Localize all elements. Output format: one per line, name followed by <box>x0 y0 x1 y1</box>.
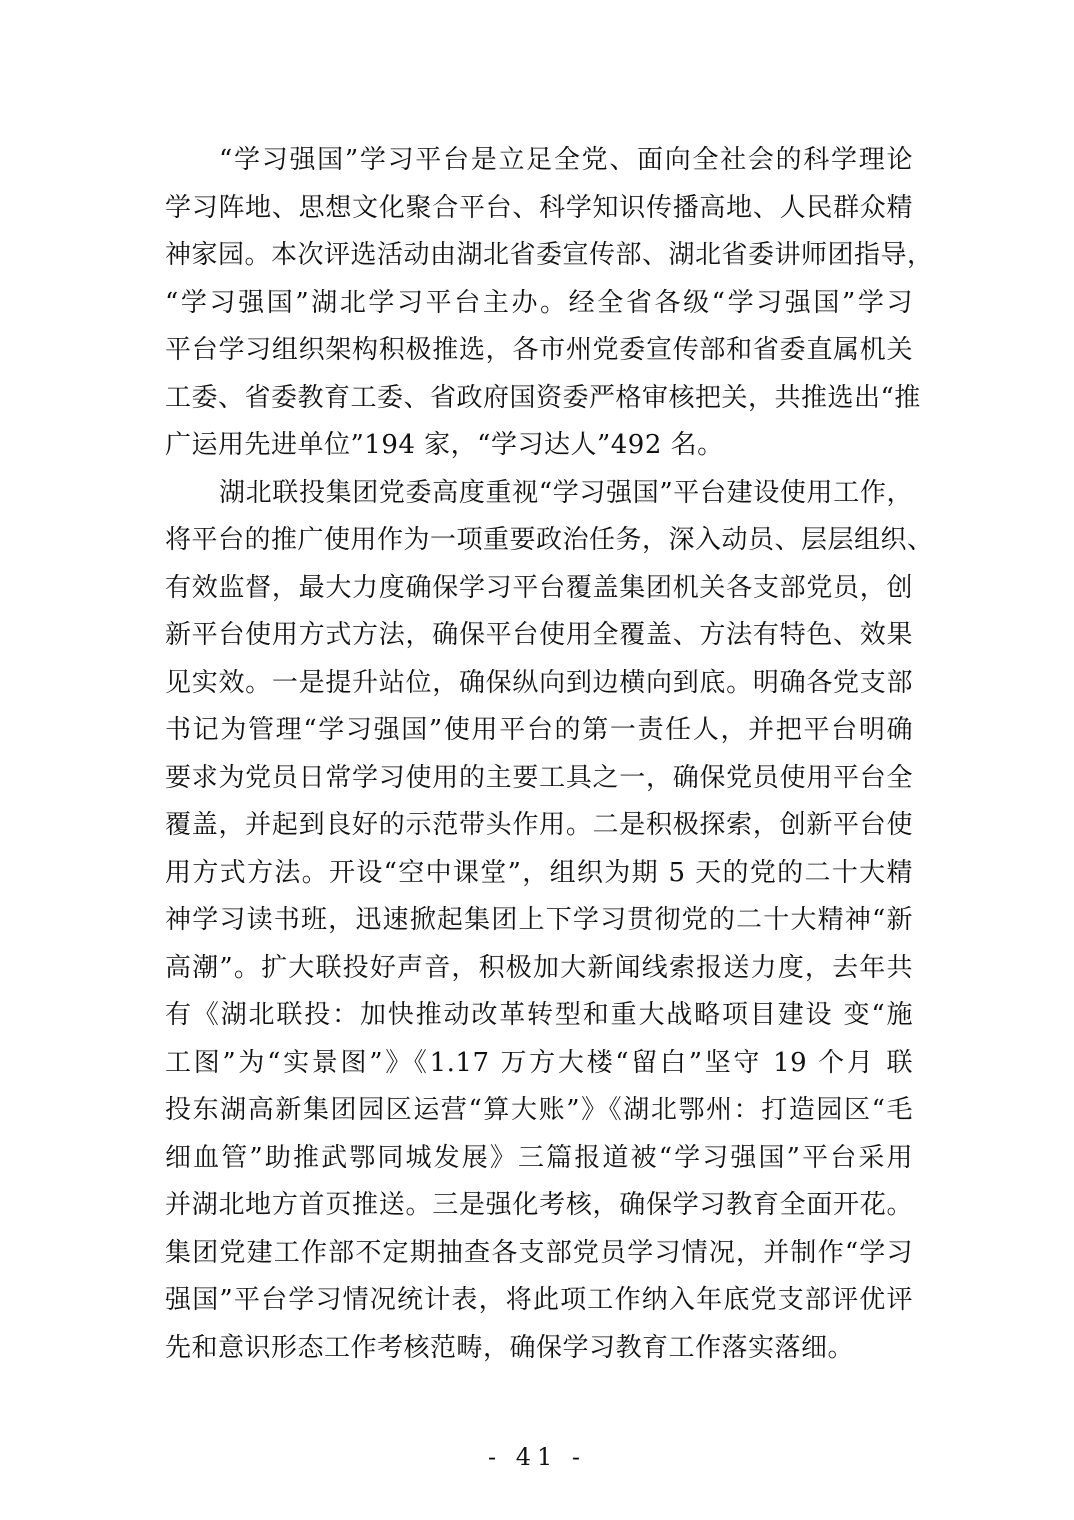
paragraph-2-line-13: 工图”为“实景图”》《1.17 万方大楼“留白”坚守 19 个月 联 <box>165 1047 913 1078</box>
page-number: - 41 - <box>487 1443 586 1471</box>
paragraph-2-line-17: 集团党建工作部不定期抽查各支部党员学习情况，并制作“学习 <box>165 1237 913 1268</box>
paragraph-1-line-5: 平台学习组织架构积极推选，各市州党委宣传部和省委直属机关 <box>165 335 913 365</box>
paragraph-2-line-4: 新平台使用方式方法，确保平台使用全覆盖、方法有特色、效果 <box>165 620 913 650</box>
paragraph-2-line-19: 先和意识形态工作考核范畴，确保学习教育工作落实落细。 <box>165 1332 855 1363</box>
paragraph-1-line-3: 神家园。本次评选活动由湖北省委宣传部、湖北省委讲师团指导， <box>165 240 934 270</box>
paragraph-2-line-3: 有效监督，最大力度确保学习平台覆盖集团机关各支部党员，创 <box>165 572 913 603</box>
paragraph-1-line-7: 广运用先进单位”194 家，“学习达人”492 名。 <box>165 430 724 460</box>
paragraph-2-line-18: 强国”平台学习情况统计表，将此项工作纳入年底党支部评优评 <box>165 1285 913 1315</box>
paragraph-1-line-4: “学习强国”湖北学习平台主办。经全省各级“学习强国”学习 <box>165 287 913 318</box>
paragraph-2-line-2: 将平台的推广使用作为一项重要政治任务，深入动员、层层组织、 <box>165 525 934 555</box>
paragraph-2-line-6: 书记为管理“学习强国”使用平台的第一责任人，并把平台明确 <box>165 715 913 745</box>
paragraph-2-line-10: 神学习读书班，迅速掀起集团上下学习贯彻党的二十大精神“新 <box>165 905 913 935</box>
paragraph-2-line-14: 投东湖高新集团园区运营“算大账”》《湖北鄂州：打造园区“毛 <box>165 1095 913 1125</box>
paragraph-2-line-16: 并湖北地方首页推送。三是强化考核，确保学习教育全面开花。 <box>165 1190 913 1220</box>
body-text <box>165 137 934 1372</box>
paragraph-1-line-2: 学习阵地、思想文化聚合平台、科学知识传播高地、人民群众精 <box>165 192 913 223</box>
paragraph-1-line-1: “学习强国”学习平台是立足全党、面向全社会的科学理论 <box>219 145 913 175</box>
paragraph-2-line-11: 高潮”。扩大联投好声音，积极加大新闻线索报送力度，去年共 <box>165 952 913 983</box>
paragraph-2-line-8: 覆盖，并起到良好的示范带头作用。二是积极探索，创新平台使 <box>165 810 913 840</box>
paragraph-2-line-12: 有《湖北联投：加快推动改革转型和重大战略项目建设 变“施 <box>165 1000 913 1030</box>
paragraph-2-line-1: 湖北联投集团党委高度重视“学习强国”平台建设使用工作， <box>219 477 913 508</box>
paragraph-1-line-6: 工委、省委教育工委、省政府国资委严格审核把关，共推选出“推 <box>165 382 921 413</box>
paragraph-2-line-5: 见实效。一是提升站位，确保纵向到边横向到底。明确各党支部 <box>165 667 913 698</box>
paragraph-2-line-9: 用方式方法。开设“空中课堂”，组织为期 5 天的党的二十大精 <box>165 857 913 888</box>
paragraph-2-line-7: 要求为党员日常学习使用的主要工具之一，确保党员使用平台全 <box>165 762 913 793</box>
paragraph-2-line-15: 细血管”助推武鄂同城发展》三篇报道被“学习强国”平台采用 <box>165 1142 913 1173</box>
